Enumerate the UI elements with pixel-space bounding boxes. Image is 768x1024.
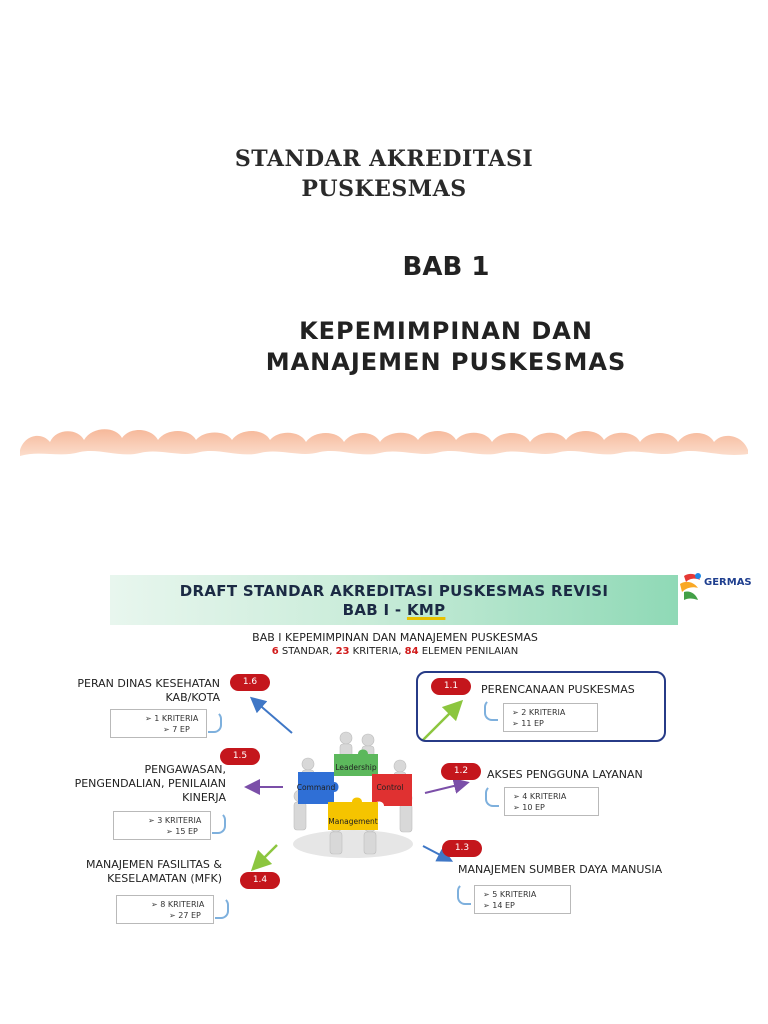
bullet-icon: ➢ — [151, 900, 158, 909]
section-1-2-info-box — [504, 787, 599, 816]
section-1-5-kriteria: ➢ 3 KRITERIA — [148, 816, 202, 825]
section-1-5-title-line2: PENGENDALIAN, PENILAIAN — [74, 777, 226, 790]
bullet-icon: ➢ — [145, 714, 152, 723]
bullet-icon: ➢ — [483, 901, 490, 910]
banner-title-line2 — [110, 601, 678, 619]
section-1-6-kriteria: ➢ 1 KRITERIA — [145, 714, 199, 723]
puzzle-label-leadership: Leadership — [335, 763, 377, 772]
bullet-icon: ➢ — [513, 792, 520, 801]
section-1-5-badge: 1.5 — [220, 748, 260, 765]
leadership-puzzle-illustration — [288, 726, 418, 863]
section-1-5-connector-icon — [212, 812, 226, 834]
section-1-5-title-line3: KINERJA — [182, 791, 226, 804]
section-1-1-info-box — [503, 703, 598, 732]
section-1-2-ep: ➢ 10 EP — [513, 803, 545, 812]
section-1-4-ep: ➢ 27 EP — [169, 911, 201, 920]
section-1-5-info-box — [113, 811, 211, 840]
bullet-icon: ➢ — [513, 803, 520, 812]
section-1-5-title — [40, 763, 226, 805]
bab-summary — [0, 646, 768, 657]
bab-subtitle: BAB I KEPEMIMPINAN DAN MANAJEMEN PUSKESMAS — [252, 631, 538, 644]
puzzle-label-command: Command — [296, 783, 336, 792]
arrow-to-1-2 — [425, 784, 462, 793]
section-1-4-connector-icon — [215, 897, 229, 919]
section-1-4-title-line1: MANAJEMEN FASILITAS & — [85, 858, 222, 871]
section-1-3-info-box — [474, 885, 571, 914]
slide1-title-line2: PUSKESMAS — [301, 176, 467, 202]
puzzle-label-management: Management — [328, 817, 378, 826]
banner-title-line1: DRAFT STANDAR AKREDITASI PUSKESMAS REVISI — [179, 582, 609, 600]
puzzle-label-control: Control — [376, 783, 404, 792]
bullet-icon: ➢ — [169, 911, 176, 920]
section-1-1-title: PERENCANAAN PUSKESMAS — [481, 683, 635, 696]
section-1-6-title — [40, 677, 220, 705]
standar-label: STANDAR, — [278, 646, 336, 657]
bullet-icon: ➢ — [512, 719, 519, 728]
section-1-6-title-line1: PERAN DINAS KESEHATAN — [77, 677, 220, 690]
section-1-6-badge: 1.6 — [230, 674, 270, 691]
elemen-count: 84 — [404, 646, 419, 657]
section-1-6-ep: ➢ 7 EP — [163, 725, 190, 734]
bullet-icon: ➢ — [483, 890, 490, 899]
section-1-3-kriteria: ➢ 5 KRITERIA — [483, 890, 537, 899]
slide1-bab-heading: BAB 1 — [402, 252, 490, 282]
section-1-3-badge: 1.3 — [442, 840, 482, 857]
section-1-3-ep: ➢ 14 EP — [483, 901, 515, 910]
bullet-icon: ➢ — [163, 725, 170, 734]
draft-banner — [110, 575, 678, 625]
section-1-6-info-box — [110, 709, 207, 738]
slide1-title-line1: STANDAR AKREDITASI — [234, 146, 534, 172]
section-1-6-connector-icon — [208, 711, 222, 733]
section-1-1-kriteria: ➢ 2 KRITERIA — [512, 708, 566, 717]
arrow-to-1-6 — [256, 702, 292, 733]
kriteria-label: KRITERIA, — [349, 646, 405, 657]
section-1-2-connector-icon — [485, 785, 499, 807]
germas-logo-text: GERMAS — [704, 577, 752, 588]
section-1-6-title-line2: KAB/KOTA — [165, 691, 220, 704]
section-1-4-title — [40, 858, 222, 886]
elemen-label: ELEMEN PENILAIAN — [418, 646, 519, 657]
section-1-4-info-box — [116, 895, 214, 924]
section-1-4-kriteria: ➢ 8 KRITERIA — [151, 900, 205, 909]
slide1-heading-line2: MANAJEMEN PUSKESMAS — [265, 348, 627, 376]
banner-bab-prefix: BAB I - — [342, 601, 407, 619]
arrow-to-1-4 — [258, 845, 277, 864]
banner-kmp: KMP — [406, 601, 446, 619]
section-1-1-badge: 1.1 — [431, 678, 471, 695]
section-1-5-title-line1: PENGAWASAN, — [144, 763, 226, 776]
section-1-1-connector-icon — [484, 699, 498, 721]
bullet-icon: ➢ — [148, 816, 155, 825]
standar-count: 6 — [271, 646, 279, 657]
section-1-5-ep: ➢ 15 EP — [166, 827, 198, 836]
kriteria-count: 23 — [335, 646, 350, 657]
section-1-1-ep: ➢ 11 EP — [512, 719, 544, 728]
section-1-3-title: MANAJEMEN SUMBER DAYA MANUSIA — [458, 863, 663, 876]
section-1-4-badge: 1.4 — [240, 872, 280, 889]
bullet-icon: ➢ — [512, 708, 519, 717]
section-1-4-title-line2: KESELAMATAN (MFK) — [107, 872, 222, 885]
bullet-icon: ➢ — [166, 827, 173, 836]
section-1-2-kriteria: ➢ 4 KRITERIA — [513, 792, 567, 801]
section-1-3-connector-icon — [457, 883, 471, 905]
slide1-heading-line1: KEPEMIMPINAN DAN — [299, 317, 593, 345]
section-1-2-title: AKSES PENGGUNA LAYANAN — [487, 768, 643, 781]
cloud-border-decoration — [20, 420, 748, 462]
section-1-2-badge: 1.2 — [441, 763, 481, 780]
